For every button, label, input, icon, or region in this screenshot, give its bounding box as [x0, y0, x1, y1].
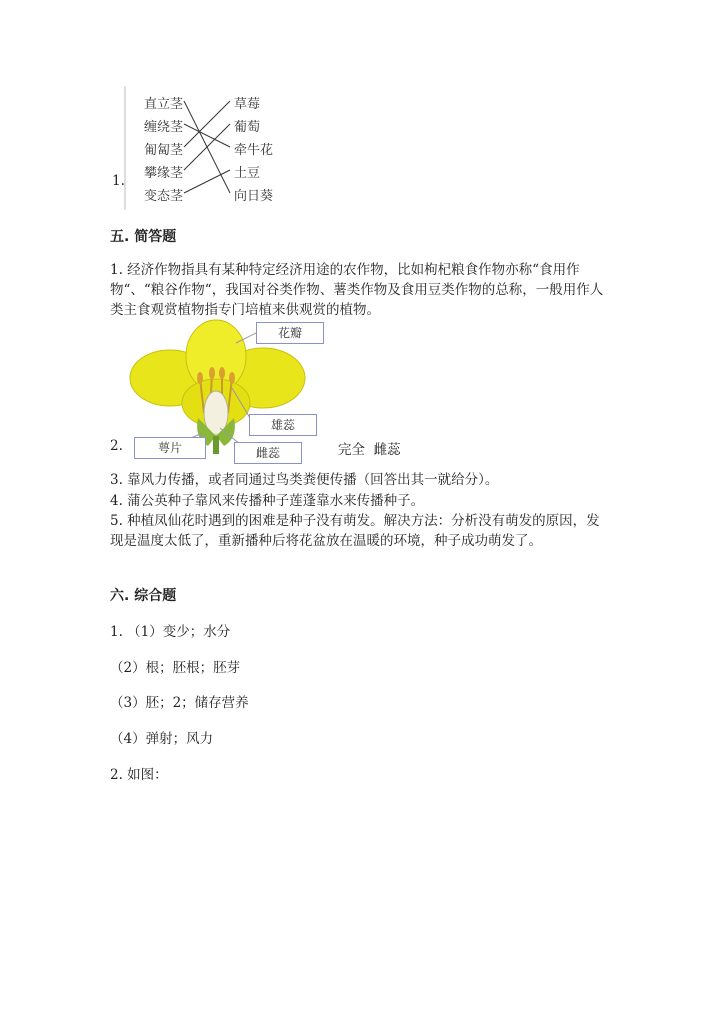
left-item: 缠绕茎 [144, 120, 184, 135]
match-line [184, 170, 230, 193]
answer-paragraph: 3. 靠风力传播，或者同通过鸟类粪便传播（回答出其一就给分）。 [110, 472, 499, 488]
answer-line: 1. （1）变少；水分 [110, 624, 231, 640]
matching-diagram [124, 86, 276, 210]
left-item: 直立茎 [144, 97, 184, 112]
anther [229, 372, 235, 384]
right-item: 草莓 [234, 97, 261, 112]
question-number: 2. [110, 438, 123, 454]
anther [209, 367, 215, 379]
label-sepal: 萼片 [134, 437, 206, 459]
match-line [184, 124, 230, 147]
answer-line: 2. 如图： [110, 767, 168, 783]
q2-answer: 完全 雌蕊 [338, 442, 401, 458]
match-line [184, 124, 230, 170]
answer-line: （4）弹射；风力 [110, 731, 214, 747]
left-item: 变态茎 [144, 189, 184, 204]
match-line [184, 101, 230, 147]
label-petal: 花瓣 [256, 322, 324, 344]
label-pistil: 雌蕊 [234, 442, 302, 464]
section-title: 五. 简答题 [110, 229, 177, 245]
answer-line: （3）胚；2；储存营养 [110, 695, 249, 711]
label-stamen: 雄蕊 [249, 414, 317, 436]
right-item: 葡萄 [234, 120, 261, 135]
right-item: 牵牛花 [234, 143, 274, 158]
answer-line: （2）根；胚根；胚芽 [110, 660, 241, 676]
answer-paragraph: 5. 种植凤仙花时遇到的困难是种子没有萌发。解决方法：分析没有萌发的原因，发现是温度太低了，重新播种后将花盆放在温暖的环境，种子成功萌发了。 [110, 513, 600, 549]
right-item: 土豆 [234, 166, 261, 181]
anther [197, 372, 203, 384]
right-item: 向日葵 [234, 189, 274, 204]
question-number: 1. [112, 173, 125, 189]
answer-paragraph: 4. 蒲公英种子靠风来传播种子莲蓬靠水来传播种子。 [110, 493, 425, 509]
stem [213, 436, 219, 454]
answer-paragraph: 1. 经济作物指具有某种特定经济用途的农作物，比如枸杞粮食作物亦称“食用作物“、“粮谷作物“，我国对谷类作物、薯类作物及食用豆类作物的总称，一般用作人类主食观赏植物指专门培植来供观赏的植物。 [110, 262, 604, 318]
anther [219, 367, 225, 379]
left-item: 匍匐茎 [144, 143, 184, 158]
left-item: 攀缘茎 [144, 166, 184, 181]
section-title: 六. 综合题 [110, 588, 177, 604]
